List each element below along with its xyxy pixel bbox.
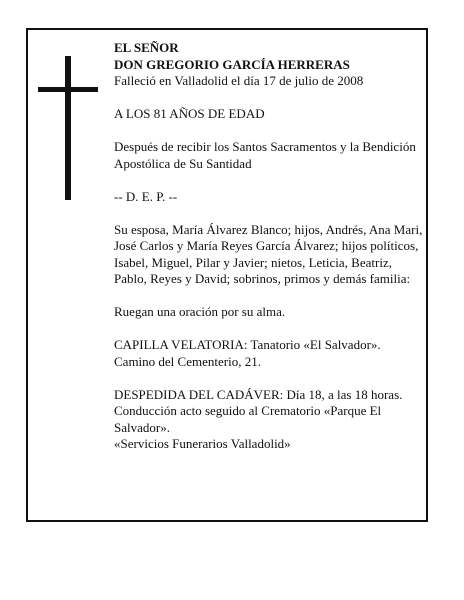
- latin-cross-icon: [38, 56, 98, 200]
- chapel-location: CAPILLA VELATORIA: Tanatorio «El Salvador».: [114, 337, 381, 352]
- title-line: EL SEÑOR: [114, 40, 179, 55]
- funeral-services-name: «Servicios Funerarios Valladolid»: [114, 436, 291, 451]
- heading-block: [114, 40, 426, 90]
- notice-body: [114, 40, 426, 469]
- cross-horizontal-bar: [38, 87, 98, 92]
- sacraments-paragraph: Después de recibir los Santos Sacramentos y la Bendición Apostólica de Su Santidad: [114, 139, 416, 171]
- farewell-block: [114, 387, 426, 453]
- cross-vertical-bar: [65, 56, 71, 200]
- obituary-notice: [26, 28, 428, 522]
- family-paragraph: Su esposa, María Álvarez Blanco; hijos, Andrés, Ana Mari, José Carlos y María Reyes García Álvarez; hijos políticos, Isabel, Miguel, Pilar y Javier; nietos, Leticia, Beatriz, Pablo, Reyes y David; sobrinos, primos y demás familia:: [114, 221, 423, 286]
- deceased-name: DON GREGORIO GARCÍA HERRERAS: [114, 56, 350, 72]
- farewell-details: DESPEDIDA DEL CADÁVER: Día 18, a las 18 horas. Conducción acto seguido al Crematorio «Parque El Salvador».: [114, 386, 403, 435]
- age-line: A LOS 81 AÑOS DE EDAD: [114, 106, 265, 121]
- chapel-address: Camino del Cementerio, 21.: [114, 353, 261, 369]
- chapel-block: [114, 337, 426, 370]
- death-date-line: Falleció en Valladolid el día 17 de julio de 2008: [114, 73, 364, 88]
- prayer-line: Ruegan una oración por su alma.: [114, 304, 286, 319]
- dep-line: -- D. E. P. --: [114, 188, 178, 204]
